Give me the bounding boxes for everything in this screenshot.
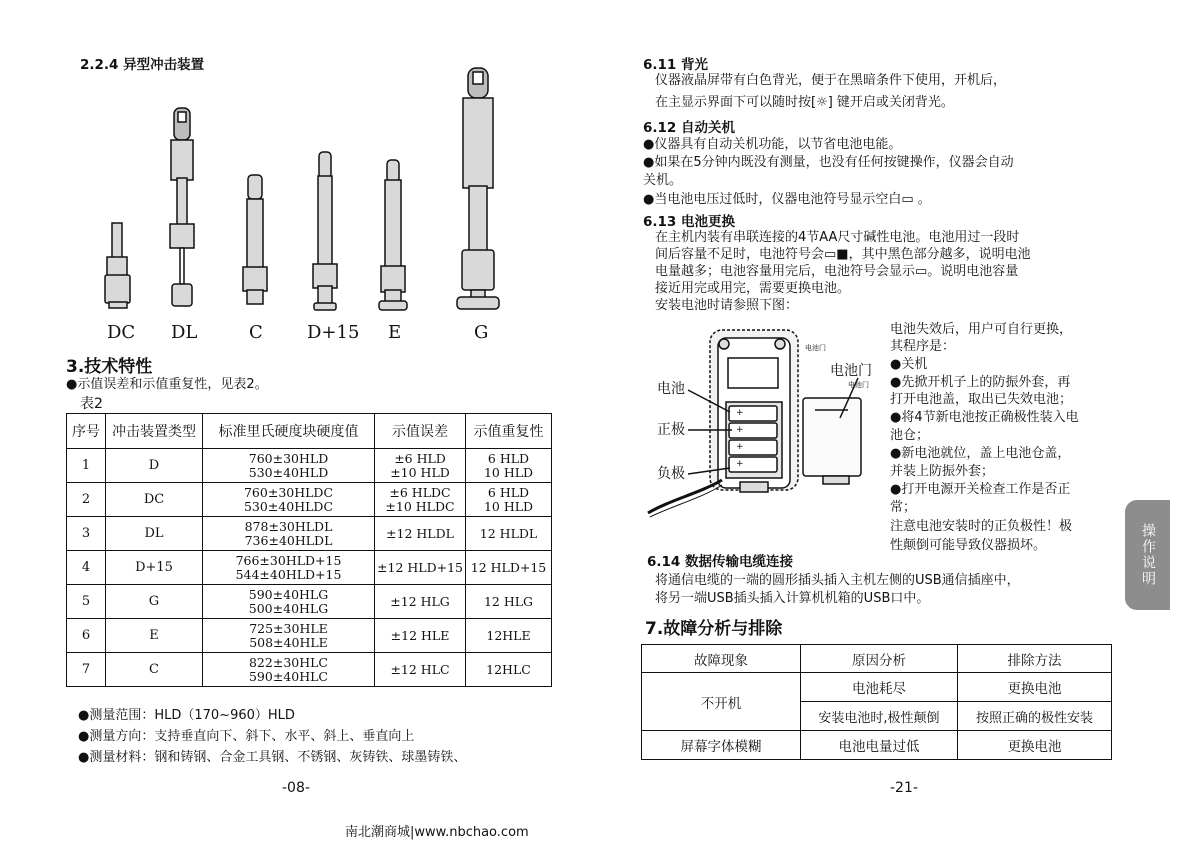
col-header: 冲击装置类型 <box>106 414 203 449</box>
fix-cell: 按照正确的极性安装 <box>958 702 1112 731</box>
hardness-value <box>203 619 375 653</box>
repeatability-value: 12 HLD+15 <box>466 551 552 585</box>
symptom-cell: 不开机 <box>642 673 801 731</box>
repeat-line: 6 HLD <box>487 484 530 500</box>
repeatability-value <box>466 449 552 483</box>
hardness-line: 878±30HLDL <box>244 518 333 534</box>
table-row <box>67 619 552 653</box>
spec-table-header <box>67 414 552 449</box>
hardness-line: 766±30HLD+15 <box>235 552 342 568</box>
row-number: 7 <box>67 653 106 687</box>
row-number: 2 <box>67 483 106 517</box>
section-heading-614: 6.14 数据传输电缆连接 <box>647 554 794 570</box>
symptom-cell: 屏幕字体模糊 <box>642 731 801 760</box>
col-header: 标准里氏硬度块硬度值 <box>203 414 375 449</box>
device-label-g: G <box>474 322 489 343</box>
error-line: ±10 HLDC <box>385 498 455 514</box>
error-value: ±12 HLE <box>375 619 466 653</box>
procedure-line: ●关机 <box>890 357 928 372</box>
paragraph-line: 将另一端USB插头插入计算机机箱的USB口中。 <box>655 591 930 606</box>
impact-devices-illustration <box>95 62 515 320</box>
device-dl-drawing <box>170 108 194 306</box>
hardness-value <box>203 483 375 517</box>
repeatability-value: 12HLE <box>466 619 552 653</box>
hardness-value <box>203 449 375 483</box>
fix-cell: 更换电池 <box>958 731 1112 760</box>
section-heading-613: 6.13 电池更换 <box>643 214 736 230</box>
paragraph-line: 在主机内装有串联连接的4节AA尺寸碱性电池。电池用过一段时 <box>655 230 1020 245</box>
procedure-line: 其程序是： <box>890 339 956 354</box>
figure-label-positive: 正极 <box>657 422 685 438</box>
procedure-line: ●新电池就位，盖上电池仓盖， <box>890 446 1071 461</box>
row-number: 4 <box>67 551 106 585</box>
error-line: ±6 HLDC <box>389 484 451 500</box>
paragraph-line: ●当电池电压过低时，仪器电池符号显示空白▭ 。 <box>643 192 931 207</box>
fault-table-header <box>642 645 1112 673</box>
hardness-line: 500±40HLG <box>248 600 329 616</box>
repeat-line: 6 HLD <box>487 450 530 466</box>
procedure-line: 性颠倒可能导致仪器损坏。 <box>890 538 1047 553</box>
paragraph-line: 电量越多；电池容量用完后，电池符号会显示▭。说明电池容量 <box>655 264 1019 279</box>
figure-small-label: 电池门 <box>848 381 869 389</box>
plus-mark: + <box>736 459 744 469</box>
paragraph-line: 将通信电缆的一端的圆形插头插入主机左侧的USB通信插座中， <box>655 573 1020 588</box>
device-label-dc: DC <box>107 322 136 343</box>
hardness-line: 530±40HLDC <box>243 498 334 514</box>
cause-cell: 电池电量过低 <box>801 731 958 760</box>
device-d15-drawing <box>313 152 337 310</box>
plus-mark: + <box>736 425 744 435</box>
plus-mark: + <box>736 442 744 452</box>
hardness-value <box>203 517 375 551</box>
error-value: ±12 HLD+15 <box>375 551 466 585</box>
section-heading-224: 2.2.4 异型冲击装置 <box>80 57 205 73</box>
procedure-line: 电池失效后，用户可自行更换， <box>890 322 1073 337</box>
error-line: ±10 HLD <box>390 464 450 480</box>
table-row <box>67 551 552 585</box>
paragraph-line: ●如果在5分钟内既没有测量，也没有任何按键操作，仪器会自动 <box>643 155 1014 170</box>
error-line: ±6 HLD <box>394 450 446 466</box>
procedure-line: 注意电池安装时的正负极性！极 <box>890 519 1073 534</box>
hardness-value <box>203 653 375 687</box>
bullet-direction: ●测量方向：支持垂直向下、斜下、水平、斜上、垂直向上 <box>78 729 415 744</box>
repeatability-value <box>466 483 552 517</box>
page-number-left: -08- <box>282 780 310 796</box>
fix-cell: 更换电池 <box>958 673 1112 702</box>
col-header: 示值误差 <box>375 414 466 449</box>
table-row <box>67 585 552 619</box>
device-type: G <box>106 585 203 619</box>
bullet-materials: ●测量材料：钢和铸钢、合金工具钢、不锈钢、灰铸铁、球墨铸铁、 <box>78 750 467 765</box>
figure-small-label: 电池门 <box>805 344 826 352</box>
paragraph-line: 仪器液晶屏带有白色背光，便于在黑暗条件下使用，开机后， <box>655 73 1007 88</box>
procedure-line: ●打开电源开关检查工作是否正 <box>890 482 1071 497</box>
paragraph-line: 间后容量不足时，电池符号会▭■，其中黑色部分越多，说明电池 <box>655 247 1031 262</box>
row-number: 1 <box>67 449 106 483</box>
page-number-right: -21- <box>890 780 918 796</box>
paragraph-line: 安装电池时请参照下图： <box>655 298 799 313</box>
row-number: 3 <box>67 517 106 551</box>
hardness-line: 760±30HLDC <box>243 484 334 500</box>
hardness-value <box>203 551 375 585</box>
device-e-drawing <box>379 160 407 310</box>
footer-watermark: 南北潮商城|www.nbchao.com <box>345 825 529 840</box>
device-type: DC <box>106 483 203 517</box>
bullet-range: ●测量范围：HLD（170~960）HLD <box>78 708 295 723</box>
table-row <box>67 449 552 483</box>
bullet-intro: ●示值误差和示值重复性，见表2。 <box>66 377 268 392</box>
error-value: ±12 HLDL <box>375 517 466 551</box>
hardness-value <box>203 585 375 619</box>
device-label-d15: D+15 <box>307 322 360 343</box>
fault-table <box>641 644 1112 760</box>
side-tab-operation[interactable]: 操作说明 <box>1125 500 1170 610</box>
section-heading-7: 7.故障分析与排除 <box>645 619 783 639</box>
repeatability-value: 12 HLDL <box>466 517 552 551</box>
battery-install-figure <box>640 318 890 518</box>
device-g-drawing <box>457 68 499 309</box>
device-type: E <box>106 619 203 653</box>
figure-label-negative: 负极 <box>657 466 685 482</box>
procedure-line: 并装上防振外套； <box>890 464 995 479</box>
section-heading-3: 3.技术特性 <box>66 357 153 377</box>
hardness-line: 530±40HLD <box>248 464 329 480</box>
hardness-line: 544±40HLD+15 <box>235 566 342 582</box>
hardness-line: 508±40HLE <box>249 634 328 650</box>
figure-label-battery-door: 电池门 <box>830 363 872 379</box>
hardness-line: 822±30HLC <box>248 654 328 670</box>
procedure-line: ●先掀开机子上的防振外套，再 <box>890 375 1071 390</box>
repeatability-value: 12HLC <box>466 653 552 687</box>
repeat-line: 10 HLD <box>483 464 534 480</box>
procedure-line: ●将4节新电池按正确极性装入电 <box>890 410 1079 425</box>
cause-cell: 安装电池时,极性颠倒 <box>801 702 958 731</box>
hardness-line: 760±30HLD <box>248 450 329 466</box>
table-row <box>67 483 552 517</box>
repeatability-value: 12 HLG <box>466 585 552 619</box>
procedure-line: 常； <box>890 500 917 515</box>
repeat-line: 10 HLD <box>483 498 534 514</box>
device-type: C <box>106 653 203 687</box>
device-type: D+15 <box>106 551 203 585</box>
hardness-line: 736±40HLDL <box>244 532 333 548</box>
error-value <box>375 483 466 517</box>
col-header: 排除方法 <box>958 645 1112 673</box>
table-row <box>642 731 1112 760</box>
error-value: ±12 HLG <box>375 585 466 619</box>
cause-cell: 电池耗尽 <box>801 673 958 702</box>
paragraph-line: 接近用完或用完，需要更换电池。 <box>655 281 851 296</box>
col-header: 故障现象 <box>642 645 801 673</box>
error-value <box>375 449 466 483</box>
col-header: 序号 <box>67 414 106 449</box>
col-header: 示值重复性 <box>466 414 552 449</box>
error-value: ±12 HLC <box>375 653 466 687</box>
device-label-c: C <box>249 322 263 343</box>
table-caption: 表2 <box>80 396 103 412</box>
hardness-line: 590±40HLG <box>248 586 329 602</box>
plus-mark: + <box>736 408 744 418</box>
spec-table <box>66 413 552 687</box>
section-heading-612: 6.12 自动关机 <box>643 120 736 136</box>
paragraph-line: 关机。 <box>643 173 683 188</box>
device-label-dl: DL <box>171 322 198 343</box>
row-number: 6 <box>67 619 106 653</box>
figure-label-battery: 电池 <box>657 381 685 397</box>
paragraph-line: 在主显示界面下可以随时按[☼] 键开启或关闭背光。 <box>655 95 954 110</box>
device-type: DL <box>106 517 203 551</box>
device-c-drawing <box>243 175 267 304</box>
procedure-line: 打开电池盖，取出已失效电池； <box>890 392 1073 407</box>
table-row <box>67 517 552 551</box>
device-dc-drawing <box>105 223 130 308</box>
paragraph-line: ●仪器具有自动关机功能，以节省电池电能。 <box>643 137 902 152</box>
device-label-e: E <box>388 322 402 343</box>
procedure-line: 池仓； <box>890 428 930 443</box>
row-number: 5 <box>67 585 106 619</box>
device-type: D <box>106 449 203 483</box>
section-heading-611: 6.11 背光 <box>643 57 709 73</box>
table-row <box>67 653 552 687</box>
table-row <box>642 673 1112 702</box>
hardness-line: 725±30HLE <box>249 620 328 636</box>
hardness-line: 590±40HLC <box>248 668 328 684</box>
col-header: 原因分析 <box>801 645 958 673</box>
